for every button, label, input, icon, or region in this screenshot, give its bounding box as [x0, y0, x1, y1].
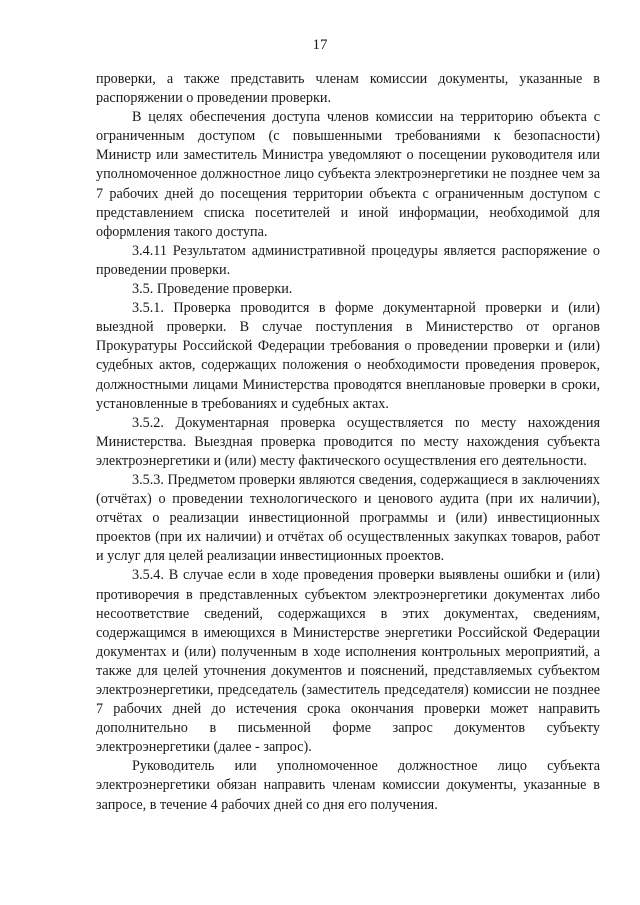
paragraph-3-5-3: 3.5.3. Предметом проверки являются сведения, содержащиеся в заключениях (отчётах) о проведении технологического и ценового аудита (при их наличии), отчётах о реализации инвестиционной программы и (или) инвестиционных проектов (при их наличии) и отчётах об осуществленных закупках товаров, работ и услуг для целей реализации инвестиционных проектов.	[96, 471, 600, 565]
paragraph-3-5-2: 3.5.2. Документарная проверка осуществляется по месту нахождения Министерства. Выездная проверка проводится по месту нахождения субъекта электроэнергетики и (или) месту фактического осуществления его деятельности.	[96, 414, 600, 469]
paragraph-3-5: 3.5. Проведение проверки.	[132, 281, 293, 298]
paragraph-access-notice: В целях обеспечения доступа членов комиссии на территорию объекта с ограниченным доступом (с повышенными требованиями к безопасности) Министр или заместитель Министра уведомляют о посещении руководителя или уполномоченное должностное лицо субъекта электроэнергетики не позднее чем за 7 рабочих дней до посещения территории объекта с ограниченным доступом с представлением списка посетителей и иной информации, необходимой для оформления такого доступа.	[96, 109, 600, 240]
paragraph-3-4-11: 3.4.11 Результатом административной процедуры является распоряжение о проведении проверки.	[96, 242, 600, 278]
paragraph-continuation: проверки, а также представить членам комиссии документы, указанные в распоряжении о проведении проверки.	[96, 71, 600, 107]
paragraph-3-5-4: 3.5.4. В случае если в ходе проведения проверки выявлены ошибки и (или) противоречия в представленных субъектом электроэнергетики документах либо несоответствие сведений, содержащихся в этих документах, сведениям, содержащимся в имеющихся в Министерстве энергетики Российской Федерации документах и (или) полученным в ходе исполнения контрольных мероприятий, а также для целей уточнения документов и пояснений, представляемых субъектом электроэнергетики, председатель (заместитель председателя) комиссии не позднее 7 рабочих дней до истечения срока окончания проверки может направить дополнительно в письменной форме запрос документов субъекту электроэнергетики (далее - запрос).	[96, 567, 600, 756]
paragraph-director-obligation: Руководитель или уполномоченное должностное лицо субъекта электроэнергетики обязан направить членам комиссии документы, указанные в запросе, в течение 4 рабочих дней со дня его получения.	[96, 758, 600, 813]
page-number: 17	[312, 37, 328, 53]
document-body	[96, 70, 600, 815]
paragraph-3-5-1: 3.5.1. Проверка проводится в форме документарной проверки и (или) выездной проверки. В случае поступления в Министерство от органов Прокуратуры Российской Федерации требования о проведении проверки и (или) судебных актов, содержащих положения о необходимости проведения проверок, должностными лицами Министерства проводятся внеплановые проверки в сроки, установленные в требованиях и судебных актах.	[96, 300, 600, 412]
